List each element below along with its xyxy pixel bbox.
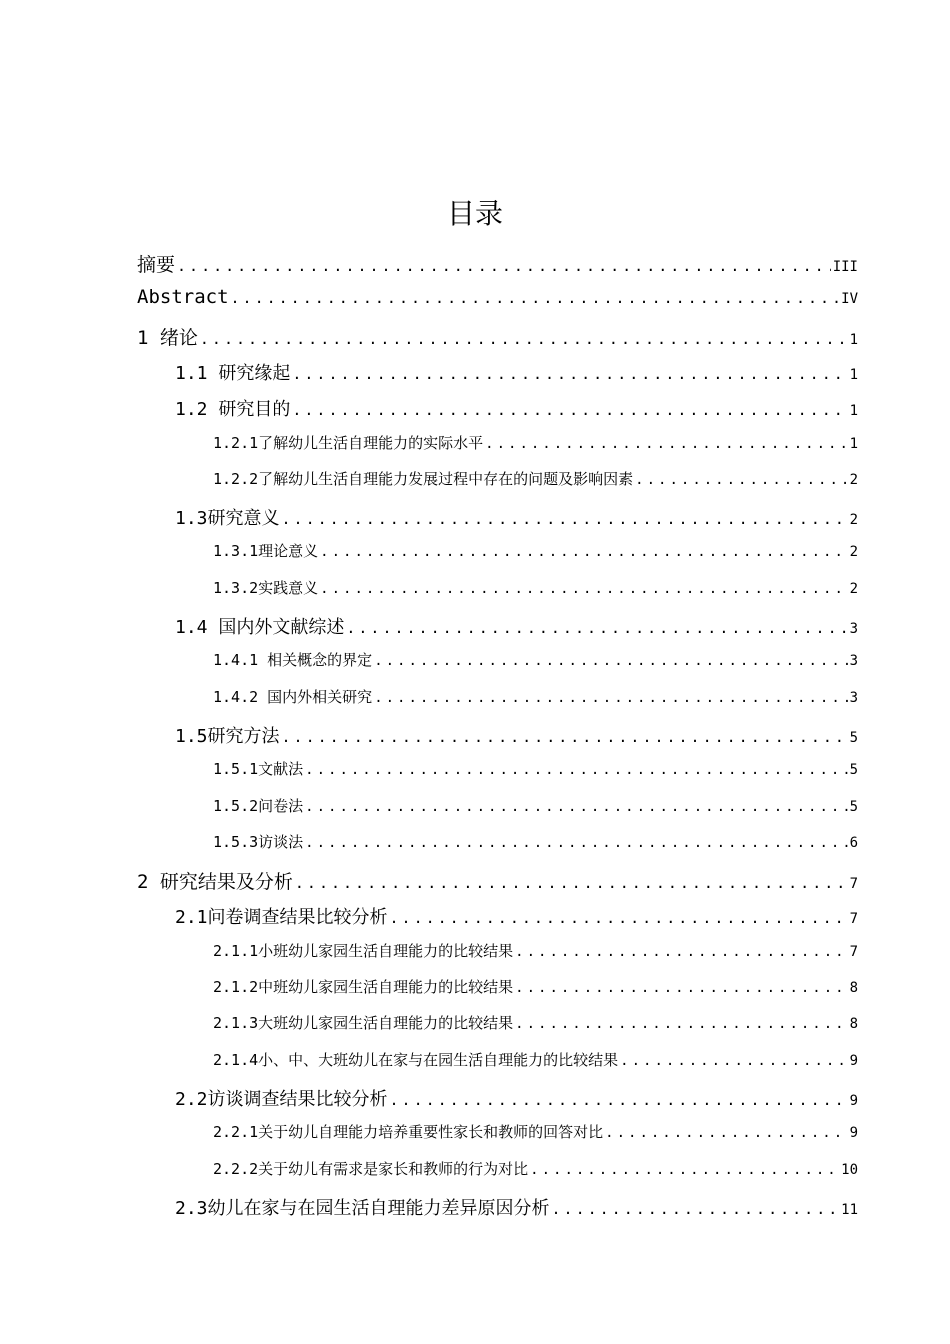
- toc-entry[interactable]: [213, 540, 858, 561]
- toc-entry[interactable]: [175, 613, 858, 639]
- toc-leader-dots: [292, 401, 847, 419]
- toc-entry-page: 6: [849, 834, 858, 851]
- toc-entry-page: 2: [849, 471, 858, 488]
- toc-entry[interactable]: [175, 903, 858, 929]
- toc-entry-label: 2.1.3大班幼儿家园生活自理能力的比较结果: [213, 1014, 514, 1033]
- toc-entry-label: Abstract: [137, 286, 229, 309]
- toc-entry-label: 1.4.2 国内外相关研究: [213, 687, 373, 706]
- toc-entry-label: 1.5研究方法: [175, 725, 280, 747]
- toc-entry[interactable]: [213, 758, 858, 779]
- toc-leader-dots: [515, 980, 847, 996]
- toc-leader-dots: [305, 799, 847, 815]
- toc-entry-page: 5: [849, 762, 858, 779]
- toc-leader-dots: [305, 762, 847, 778]
- toc-leader-dots: [305, 835, 847, 851]
- toc-entry-page: 1: [849, 435, 858, 452]
- toc-entry-page: 1: [849, 331, 858, 348]
- toc-entry[interactable]: [213, 468, 858, 489]
- toc-entry-page: 3: [849, 653, 858, 670]
- toc-entry-label: 1.5.3访谈法: [213, 832, 304, 851]
- toc-entry-label: 1.3.2实践意义: [213, 578, 319, 597]
- toc-entry-label: 2.1问卷调查结果比较分析: [175, 907, 388, 929]
- toc-leader-dots: [515, 1016, 847, 1032]
- toc-leader-dots: [320, 544, 847, 560]
- toc-entry[interactable]: [213, 432, 858, 453]
- toc-entry-label: 1.3.1理论意义: [213, 542, 319, 561]
- toc-leader-dots: [390, 909, 848, 927]
- toc-entry[interactable]: [213, 831, 858, 852]
- toc-entry-page: 9: [849, 1125, 858, 1142]
- toc-entry-label: 1.5.1文献法: [213, 760, 304, 779]
- toc-entry-label: 2.2访谈调查结果比较分析: [175, 1088, 388, 1110]
- toc-leader-dots: [231, 289, 840, 307]
- toc-entry[interactable]: [213, 649, 858, 670]
- toc-leader-dots: [320, 581, 847, 597]
- toc-entry-page: 3: [849, 689, 858, 706]
- toc-leader-dots: [635, 472, 847, 488]
- toc-entry-page: 8: [849, 1016, 858, 1033]
- toc-entry-page: 5: [849, 729, 858, 746]
- toc-entry[interactable]: [213, 795, 858, 816]
- toc-entry[interactable]: [175, 1085, 858, 1111]
- toc-entry-label: 1 绪论: [137, 326, 198, 349]
- toc-entry[interactable]: [137, 323, 858, 350]
- toc-leader-dots: [390, 1091, 848, 1109]
- toc-entry[interactable]: [137, 250, 858, 277]
- toc-leader-dots: [530, 1162, 839, 1178]
- toc-entry[interactable]: [175, 395, 858, 421]
- toc-entry-label: 2.1.4小、中、大班幼儿在家与在园生活自理能力的比较结果: [213, 1050, 619, 1069]
- toc-entry-page: 1: [849, 366, 858, 383]
- toc-entry[interactable]: [213, 976, 858, 997]
- toc-entry-label: 1.5.2问卷法: [213, 796, 304, 815]
- toc-leader-dots: [177, 257, 831, 275]
- toc-leader-dots: [374, 690, 847, 706]
- toc-leader-dots: [605, 1125, 847, 1141]
- toc-leader-dots: [515, 944, 847, 960]
- toc-entry-page: 5: [849, 798, 858, 815]
- toc-entry-page: 9: [849, 1052, 858, 1069]
- toc-entry-page: 7: [849, 876, 858, 893]
- toc-entry-label: 1.1 研究缘起: [175, 362, 291, 384]
- toc-entry[interactable]: [213, 577, 858, 598]
- toc-entry-page: 11: [841, 1201, 858, 1218]
- toc-entry-label: 1.3研究意义: [175, 508, 280, 530]
- toc-entry[interactable]: [175, 504, 858, 530]
- toc-entry-page: 7: [849, 943, 858, 960]
- toc-leader-dots: [200, 330, 848, 348]
- toc-leader-dots: [282, 510, 848, 528]
- toc-leader-dots: [292, 365, 847, 383]
- toc-entry-page: 8: [849, 980, 858, 996]
- toc-entry-label: 2 研究结果及分析: [137, 871, 293, 894]
- toc-entry-label: 2.3幼儿在家与在园生活自理能力差异原因分析: [175, 1197, 550, 1219]
- toc-entry[interactable]: [213, 686, 858, 707]
- toc-entry-label: 2.2.2关于幼儿有需求是家长和教师的行为对比: [213, 1159, 529, 1178]
- toc-entry-label: 2.2.1关于幼儿自理能力培养重要性家长和教师的回答对比: [213, 1123, 604, 1142]
- toc-entry-page: 7: [849, 911, 858, 928]
- toc-entry-page: 10: [841, 1161, 858, 1178]
- toc-entry[interactable]: [175, 359, 858, 385]
- toc-entry-label: 1.4.1 相关概念的界定: [213, 651, 373, 670]
- toc-entry-label: 摘要: [137, 254, 176, 276]
- toc-entry-page: 2: [849, 544, 858, 561]
- toc-entry[interactable]: [213, 1012, 858, 1033]
- toc-entry[interactable]: [213, 1121, 858, 1142]
- toc-entry-label: 1.2.2了解幼儿生活自理能力发展过程中存在的问题及影响因素: [213, 469, 634, 488]
- toc-entry-page: 1: [849, 403, 858, 420]
- toc-entry[interactable]: [175, 1194, 858, 1220]
- page-title: 目录: [446, 197, 503, 230]
- toc-entry-page: 3: [849, 621, 858, 637]
- toc-entry-page: IV: [841, 291, 858, 308]
- toc-entry[interactable]: [213, 940, 858, 961]
- toc-entry-label: 2.1.1小班幼儿家园生活自理能力的比较结果: [213, 941, 514, 960]
- toc-leader-dots: [485, 436, 847, 452]
- toc-leader-dots: [620, 1053, 847, 1069]
- toc-entry-label: 1.2.1了解幼儿生活自理能力的实际水平: [213, 433, 484, 452]
- toc-leader-dots: [295, 874, 848, 892]
- toc-entry-page: 2: [849, 580, 858, 597]
- toc-entry-page: 2: [849, 512, 858, 529]
- toc-entry[interactable]: [137, 286, 858, 308]
- toc-entry-label: 1.4 国内外文献综述: [175, 617, 345, 638]
- toc-entry-page: 9: [849, 1092, 858, 1109]
- toc-leader-dots: [346, 619, 847, 637]
- toc-entry-label: 2.1.2中班幼儿家园生活自理能力的比较结果: [213, 978, 514, 996]
- toc-entry[interactable]: [175, 722, 858, 748]
- toc-entry-page: III: [832, 259, 858, 275]
- toc-entry[interactable]: [213, 1158, 858, 1179]
- toc-leader-dots: [374, 653, 847, 669]
- toc-leader-dots: [552, 1200, 840, 1218]
- toc-entry-label: 1.2 研究目的: [175, 399, 291, 421]
- toc-entry[interactable]: [213, 1049, 858, 1070]
- toc-leader-dots: [282, 728, 848, 746]
- toc-entry[interactable]: [137, 867, 858, 894]
